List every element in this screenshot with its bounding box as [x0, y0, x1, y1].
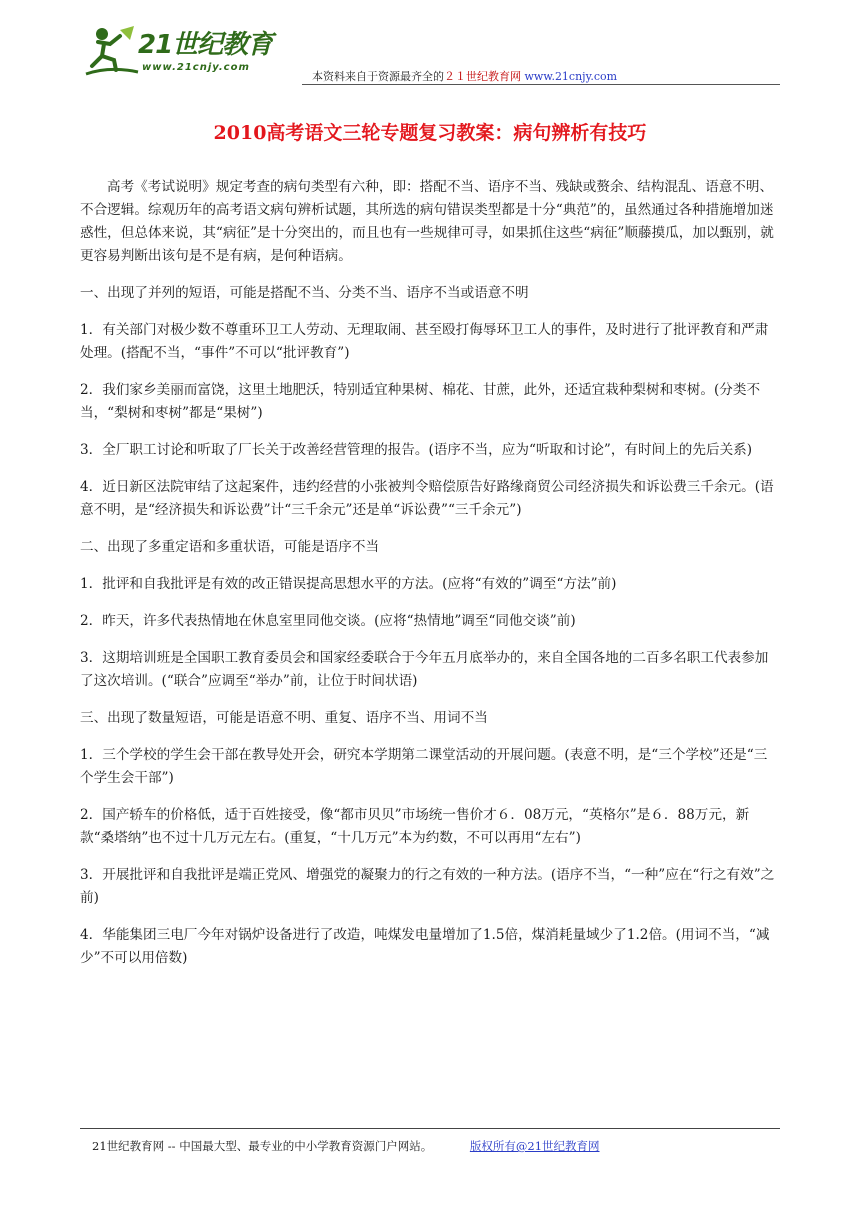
example-item: 1．三个学校的学生会干部在教导处开会，研究本学期第二课堂活动的开展问题。(表意不明，是“三个学校”还是“三个学生会干部”) — [80, 747, 768, 786]
page-title: 2010高考语文三轮专题复习教案：病句辨析有技巧 — [213, 122, 647, 144]
site-logo[interactable] — [80, 22, 300, 84]
footer-text: 21世纪教育网 -- 中国最大型、最专业的中小学教育资源门户网站。 — [92, 1139, 433, 1153]
example-item: 1．批评和自我批评是有效的改正错误提高思想水平的方法。(应将“有效的”调至“方法”前) — [80, 576, 617, 592]
section-heading: 一、出现了并列的短语，可能是搭配不当、分类不当、语序不当或语意不明 — [80, 285, 529, 301]
footer-divider — [80, 1128, 780, 1129]
example-item: 4．近日新区法院审结了这起案件，违约经营的小张被判令赔偿原告好路缘商贸公司经济损失和诉讼费三千余元。(语意不明，是“经济损失和诉讼费”计“三千余元”还是单“诉讼费”“三千余元”) — [80, 479, 774, 518]
section-heading: 三、出现了数量短语，可能是语意不明、重复、语序不当、用词不当 — [80, 710, 488, 726]
header-note-site[interactable]: ２１世纪教育网 — [444, 70, 521, 83]
page-footer — [92, 1138, 600, 1154]
example-item: 2．昨天，许多代表热情地在休息室里同他交谈。(应将“热情地”调至“同他交谈”前) — [80, 613, 576, 629]
example-item: 3．全厂职工讨论和听取了厂长关于改善经营管理的报告。(语序不当，应为“听取和讨论”，有时间上的先后关系) — [80, 442, 753, 458]
header-note-prefix: 本资料来自于资源最齐全的 — [312, 70, 444, 83]
example-item: 3．开展批评和自我批评是端正党风、增强党的凝聚力的行之有效的一种方法。(语序不当，“一种”应在“行之有效”之前) — [80, 867, 775, 906]
header-note-link[interactable]: www.21cnjy.com — [524, 70, 618, 83]
logo-text: 21世纪教育 — [138, 30, 273, 60]
logo-url: www.21cnjy.com — [142, 62, 250, 73]
page-header — [80, 22, 780, 88]
section-heading: 二、出现了多重定语和多重状语，可能是语序不当 — [80, 539, 380, 555]
example-item: 1．有关部门对极少数不尊重环卫工人劳动、无理取闹、甚至殴打侮辱环卫工人的事件，及时进行了批评教育和严肃处理。(搭配不当，“事件”不可以“批评教育”) — [80, 322, 769, 361]
example-item: 4．华能集团三电厂今年对锅炉设备进行了改造，吨煤发电量增加了1.5倍，煤消耗量域少了1.2倍。(用词不当，“减少”不可以用倍数) — [80, 927, 770, 966]
document-body — [80, 176, 780, 984]
header-divider — [302, 84, 780, 85]
example-item: 2．我们家乡美丽而富饶，这里土地肥沃，特别适宜种果树、棉花、甘蔗，此外，还适宜栽种梨树和枣树。(分类不当，“梨树和枣树”都是“果树”) — [80, 382, 761, 421]
copyright-link[interactable]: 版权所有@21世纪教育网 — [469, 1139, 600, 1153]
example-item: 3．这期培训班是全国职工教育委员会和国家经委联合于今年五月底举办的，来自全国各地的二百多名职工代表参加了这次培训。(“联合”应调至“举办”前，让位于时间状语) — [80, 650, 769, 689]
intro-paragraph: 高考《考试说明》规定考查的病句类型有六种，即：搭配不当、语序不当、残缺或赘余、结构混乱、语意不明、不合逻辑。综观历年的高考语文病句辨析试题，其所选的病句错误类型都是十分“典范”的，虽然通过各种措施增加迷惑性，但总体来说，其“病征”是十分突出的，而且也有一些规律可寻，如果抓住这些“病征”顺藤摸瓜，加以甄别，就更容易判断出该句是不是有病，是何种语病。 — [80, 179, 774, 264]
header-note — [312, 68, 617, 84]
example-item: 2．国产轿车的价格低，适于百姓接受，像“都市贝贝”市场统一售价才６．08万元，“英格尔”是６．88万元，新款“桑塔纳”也不过十几万元左右。(重复，“十几万元”本为约数，不可以再用“左右”) — [80, 807, 750, 846]
runner-logo-icon — [80, 22, 140, 82]
